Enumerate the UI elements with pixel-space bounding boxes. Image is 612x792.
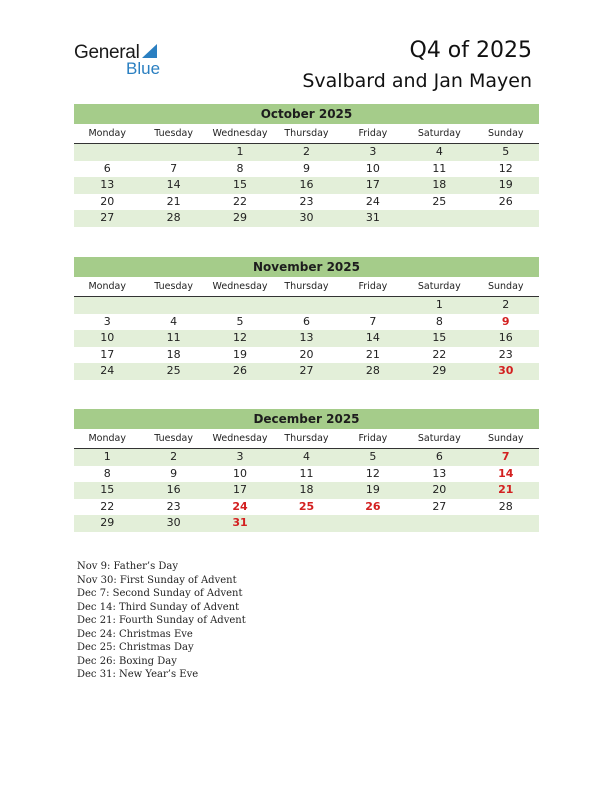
day-cell: 13: [299, 331, 314, 344]
day-cell: 6: [302, 314, 310, 328]
weekday-label: Monday: [88, 128, 126, 139]
day-cell: 16: [166, 483, 181, 496]
holiday-note: Dec 31: New Year’s Eve: [77, 669, 199, 680]
week-row: [74, 297, 539, 314]
week-row: [74, 194, 539, 211]
weekday-label: Saturday: [417, 128, 461, 139]
day-cell: 6: [435, 450, 443, 463]
day-cell: 5: [369, 450, 377, 463]
day-cell: 31: [232, 516, 248, 529]
weekday-label: Saturday: [417, 281, 461, 292]
day-cell: 2: [302, 145, 310, 158]
month-calendar: [74, 104, 539, 227]
day-cell: 22: [233, 194, 248, 208]
day-cell: 12: [233, 331, 248, 344]
month-title: December 2025: [74, 409, 539, 429]
day-cell: 15: [432, 331, 447, 344]
week-row: [74, 515, 539, 532]
week-row: [74, 363, 539, 380]
day-cell: 27: [299, 364, 314, 377]
weekday-label: Tuesday: [154, 281, 193, 292]
day-cell: 9: [170, 466, 178, 480]
day-cell: 22: [100, 499, 115, 513]
day-cell: 27: [432, 499, 447, 513]
day-cell: 8: [236, 161, 244, 175]
day-cell: 27: [100, 211, 115, 224]
day-cell: 11: [166, 331, 181, 344]
day-cell: 16: [498, 331, 513, 344]
day-cell: 24: [365, 194, 380, 208]
day-cell: 21: [166, 194, 181, 208]
day-cell: 18: [432, 178, 447, 191]
day-cell: 9: [501, 314, 510, 328]
week-row: [74, 466, 539, 483]
day-cell: [340, 515, 406, 532]
day-cell: 28: [498, 499, 513, 513]
day-cell: 4: [302, 450, 310, 463]
weekday-label: Friday: [358, 433, 388, 444]
day-cell: 17: [233, 483, 248, 496]
day-cell: 20: [432, 483, 447, 496]
weekday-header-row: [74, 278, 539, 297]
day-cell: [406, 210, 472, 227]
weekday-label: Thursday: [284, 128, 329, 139]
holiday-note: Dec 7: Second Sunday of Advent: [77, 588, 243, 599]
day-cell: 28: [365, 364, 380, 377]
holiday-notes: [77, 560, 246, 682]
holiday-note: Dec 24: Christmas Eve: [77, 628, 193, 640]
day-cell: 30: [299, 211, 314, 224]
day-cell: 25: [166, 364, 181, 377]
weekday-label: Thursday: [284, 433, 329, 444]
weekday-label: Thursday: [284, 281, 329, 292]
weekday-label: Wednesday: [212, 281, 268, 292]
day-cell: [406, 515, 472, 532]
day-cell: 11: [432, 161, 447, 175]
day-cell: 23: [498, 347, 513, 361]
day-cell: 25: [298, 499, 315, 513]
day-cell: 28: [166, 211, 181, 224]
day-cell: 21: [365, 347, 380, 361]
day-cell: 8: [435, 314, 443, 328]
page-title: Q4 of 2025: [409, 38, 532, 63]
day-cell: 10: [233, 466, 248, 480]
holiday-note: Dec 21: Fourth Sunday of Advent: [77, 615, 246, 626]
day-cell: 26: [365, 499, 381, 513]
day-cell: 30: [166, 516, 181, 529]
weekday-label: Friday: [358, 281, 388, 292]
holiday-note: Nov 9: Father’s Day: [77, 561, 179, 572]
day-cell: [340, 297, 406, 314]
week-row: [74, 144, 539, 161]
day-cell: 4: [170, 314, 178, 328]
holiday-note: Dec 14: Third Sunday of Advent: [77, 601, 240, 613]
day-cell: 23: [166, 499, 181, 513]
day-cell: 3: [369, 145, 377, 158]
week-row: [74, 330, 539, 347]
day-cell: 5: [236, 314, 244, 328]
day-cell: 8: [103, 466, 111, 480]
day-cell: 25: [432, 194, 447, 208]
day-cell: 6: [103, 161, 111, 175]
day-cell: 20: [299, 347, 314, 361]
day-cell: 22: [432, 347, 447, 361]
day-cell: 29: [100, 516, 115, 529]
logo-triangle-icon: [142, 44, 157, 58]
day-cell: 26: [498, 194, 513, 208]
weekday-label: Sunday: [487, 433, 524, 444]
day-cell: 10: [100, 331, 115, 344]
day-cell: 7: [501, 450, 510, 463]
weekday-label: Tuesday: [154, 433, 193, 444]
day-cell: 29: [233, 211, 248, 224]
weekday-label: Monday: [88, 433, 126, 444]
day-cell: 14: [498, 466, 514, 480]
day-cell: 23: [299, 194, 314, 208]
week-row: [74, 482, 539, 499]
month-calendar: [74, 257, 539, 380]
week-row: [74, 314, 539, 331]
weekday-label: Sunday: [487, 128, 524, 139]
day-cell: 19: [233, 347, 248, 361]
weekday-label: Friday: [358, 128, 388, 139]
month-calendar: [74, 409, 539, 532]
day-cell: 7: [369, 314, 377, 328]
day-cell: 20: [100, 194, 115, 208]
day-cell: [473, 515, 539, 532]
week-row: [74, 499, 539, 516]
day-cell: 24: [100, 364, 115, 377]
day-cell: 21: [498, 483, 514, 496]
day-cell: 3: [236, 450, 244, 463]
holiday-note: Dec 26: Boxing Day: [77, 655, 177, 667]
logo-text-general: General: [74, 42, 140, 63]
day-cell: 12: [365, 466, 380, 480]
day-cell: 19: [498, 178, 513, 191]
week-row: [74, 161, 539, 178]
day-cell: 1: [435, 298, 443, 311]
day-cell: 3: [103, 314, 111, 328]
day-cell: 4: [435, 145, 443, 158]
weekday-label: Wednesday: [212, 433, 268, 444]
day-cell: 1: [236, 145, 244, 158]
day-cell: 14: [365, 331, 380, 344]
day-cell: 11: [299, 466, 314, 480]
day-cell: 13: [432, 466, 447, 480]
day-cell: [140, 144, 206, 161]
holiday-note: Nov 30: First Sunday of Advent: [77, 574, 237, 586]
week-row: [74, 449, 539, 466]
day-cell: [273, 297, 339, 314]
day-cell: 14: [166, 178, 181, 191]
day-cell: 19: [365, 483, 380, 496]
day-cell: [473, 210, 539, 227]
day-cell: 26: [233, 364, 248, 377]
day-cell: 31: [365, 211, 380, 224]
weekday-label: Sunday: [487, 281, 524, 292]
day-cell: 15: [233, 178, 248, 191]
month-title: November 2025: [74, 257, 539, 277]
day-cell: [140, 297, 206, 314]
page-subtitle: Svalbard and Jan Mayen: [302, 70, 532, 92]
weekday-label: Wednesday: [212, 128, 268, 139]
day-cell: 5: [502, 145, 510, 158]
day-cell: [273, 515, 339, 532]
day-cell: 15: [100, 483, 115, 496]
holiday-note: Dec 25: Christmas Day: [77, 642, 194, 653]
day-cell: 2: [502, 298, 510, 311]
day-cell: 10: [365, 161, 380, 175]
day-cell: [207, 297, 273, 314]
day-cell: 7: [170, 161, 178, 175]
logo: [74, 42, 174, 78]
logo-text-blue: Blue: [126, 59, 161, 78]
day-cell: 16: [299, 178, 314, 191]
weekday-header-row: [74, 430, 539, 449]
day-cell: 2: [170, 450, 178, 463]
week-row: [74, 347, 539, 364]
day-cell: 18: [299, 483, 314, 496]
weekday-label: Tuesday: [154, 128, 193, 139]
day-cell: 1: [103, 450, 111, 463]
weekday-label: Monday: [88, 281, 126, 292]
day-cell: 13: [100, 178, 115, 191]
day-cell: 17: [100, 347, 115, 361]
weekday-label: Saturday: [417, 433, 461, 444]
day-cell: 9: [302, 161, 310, 175]
week-row: [74, 210, 539, 227]
weekday-header-row: [74, 125, 539, 144]
day-cell: 30: [498, 364, 514, 377]
day-cell: 12: [498, 161, 513, 175]
week-row: [74, 177, 539, 194]
day-cell: 24: [232, 499, 248, 513]
day-cell: 17: [365, 178, 380, 191]
day-cell: [74, 297, 140, 314]
day-cell: 18: [166, 347, 181, 361]
month-title: October 2025: [74, 104, 539, 124]
day-cell: 29: [432, 364, 447, 377]
day-cell: [74, 144, 140, 161]
